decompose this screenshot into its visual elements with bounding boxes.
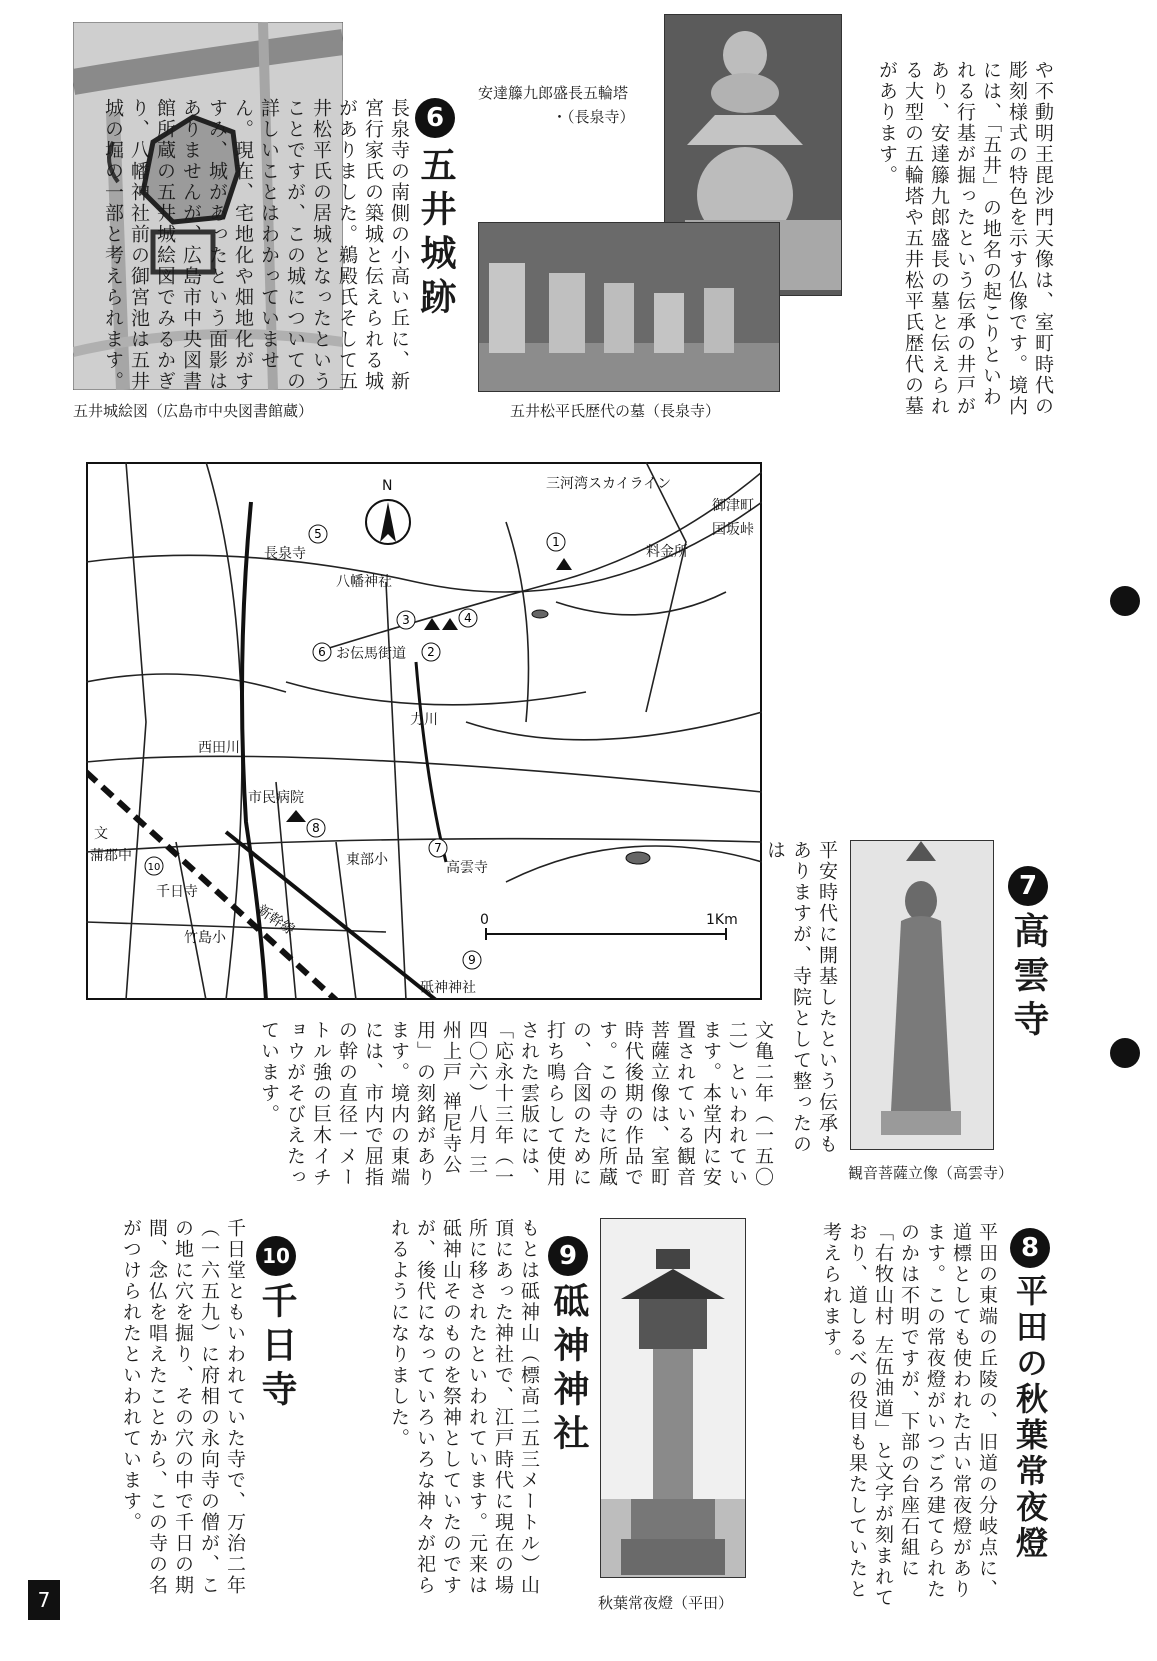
section-8-body: 平田の東端の丘陵の、旧道の分岐点に、道標としても使われた古い常夜燈があります。この常夜燈がいつごろ建てられたのかは不明ですが、下部の台座石組に「右牧山村 左伍油道」と文字が刻まれており、道しるべの役目も果たしていたと考えられます。	[820, 1222, 998, 1609]
map-kunisaka-label: 国坂峠	[712, 522, 754, 538]
section-6-body: 長泉寺の南側の小高い丘に、新宮行家氏の築城と伝えられる城がありました。鵜殿氏そして五井松平氏の居城となったということですが、この城についての詳しいことはわかっていません。現在、宅地化や畑地化がすすみ、城があったという面影はありませんが、広島市中央図書館所蔵の五井城絵図でみるかぎり、八幡神社前の御宮池は五井城の堀の一部と考えられます。	[102, 98, 410, 392]
section-9-body: もとは砥神山（標高二五三メートル）山頂にあった神社で、江戸時代に現在の場所に移されたといわれています。元来は砥神山そのものを祭神としていたのですが、後代になっていろいろな神々が祀られるようになりました。	[388, 1218, 540, 1596]
map-marker-10: 10	[147, 862, 161, 873]
map-skyline-label: 三河湾スカイライン	[546, 476, 672, 492]
map-marker-5: 5	[314, 527, 322, 541]
section-9-number: 9	[548, 1236, 588, 1276]
section-10-body: 千日堂ともいわれていた寺で、万治二年（一六五九）に府相の永向寺の僧が、この地に穴を掘り、その穴の中で千日の期間、念仏を唱えたことから、この寺の名がつけられたといわれています。	[120, 1218, 246, 1596]
section-6-body-continued	[780, 462, 1068, 810]
map-nishida-label: 西田川	[198, 740, 240, 756]
map-marker-8: 8	[312, 821, 320, 835]
map-marker-4: 4	[464, 611, 472, 625]
map-mitsu-label: 御津町	[712, 498, 754, 514]
map-marker-9: 9	[468, 953, 476, 967]
section-10-number: 10	[256, 1236, 296, 1276]
map-scale-zero: 0	[480, 912, 489, 928]
kannon-caption: 観音菩薩立像（高雲寺）	[848, 1164, 1014, 1182]
castle-map-caption: 五井城絵図（広島市中央図書館蔵）	[73, 402, 314, 420]
map-marker-6: 6	[318, 645, 326, 659]
map-north-label: N	[382, 478, 393, 494]
section-7-number: 7	[1008, 866, 1048, 906]
top-right-body: や不動明王毘沙門天像は、室町時代の彫刻様式の特色を示す仏像です。境内には、「五井」の地名の起こりといわれる行基が掘ったという伝承の井戸があり、安達籐九郎盛長の墓と伝えられる大型の五輪塔や五井松平氏歴代の墓があります。	[876, 60, 1054, 417]
map-scale-km: 1Km	[706, 912, 738, 928]
section-6-title: 五井城跡	[415, 146, 456, 322]
map-shinkansen-label: 新幹線	[253, 902, 298, 939]
map-marker-3: 3	[402, 613, 410, 627]
map-tobu-label: 東部小	[346, 852, 388, 868]
section-7-body-left: 文亀二年（一五〇二）といわれています。本堂内に安置されている観音菩薩立像は、室町時代後期の作品です。この寺に所蔵の、合図のために打ち鳴らして使用された雲版には、「応永十三年（一四〇六）八月 三州上戸 禅尼寺公用」の刻銘があります。境内の東端には、市内で屈指の幹の直径一メートル強の巨木イチョウがそびえたっています。	[258, 1020, 774, 1188]
section-8-title: 平田の秋葉常夜燈	[1011, 1274, 1049, 1562]
map-hachiman-label: 八幡神社	[336, 574, 392, 590]
map-chosenji-label: 長泉寺	[264, 546, 306, 562]
map-takeshima-label: 竹島小	[184, 930, 226, 946]
map-gamagori-label: 蒲郡中	[90, 848, 132, 864]
binder-hole-top	[1110, 586, 1140, 616]
map-odenma-label: お伝馬街道	[336, 646, 406, 662]
map-marker-1: 1	[552, 535, 560, 549]
section-10-title: 千日寺	[256, 1282, 297, 1414]
tower-caption-line2: ・（長泉寺）	[552, 108, 635, 126]
map-toll-label: 料金所	[646, 544, 688, 560]
map-bun-label: 文	[94, 826, 108, 842]
page-number: 7	[37, 1588, 51, 1612]
map-hospital-label: 市民病院	[248, 790, 304, 806]
binder-hole-bottom	[1110, 1038, 1140, 1068]
section-8-number: 8	[1010, 1228, 1050, 1268]
map-chika-label: 力川	[410, 712, 438, 728]
map-togami-label: 砥神神社	[420, 980, 476, 996]
map-marker-7: 7	[434, 841, 442, 855]
map-marker-2: 2	[427, 645, 435, 659]
section-6-number: 6	[415, 98, 455, 138]
page-number-box	[28, 1580, 60, 1620]
kannon-photo	[850, 840, 994, 1150]
tower-caption-line1: 安達籐九郎盛長五輪塔	[478, 84, 629, 102]
graves-photo	[478, 222, 780, 392]
section-7-body-right: 平安時代に開基したという伝承もありますが、寺院として整ったのは	[764, 840, 838, 1155]
map-koun-label: 高雲寺	[446, 860, 488, 876]
map-sennichi-label: 千日寺	[156, 884, 198, 900]
section-7-title: 高雲寺	[1008, 912, 1049, 1044]
graves-caption: 五井松平氏歴代の墓（長泉寺）	[510, 402, 721, 420]
lantern-photo	[600, 1218, 746, 1578]
area-map-svg	[86, 462, 762, 1000]
lantern-caption: 秋葉常夜燈（平田）	[598, 1594, 734, 1612]
section-9-title: 砥神神社	[548, 1282, 589, 1458]
area-map	[86, 462, 762, 1000]
